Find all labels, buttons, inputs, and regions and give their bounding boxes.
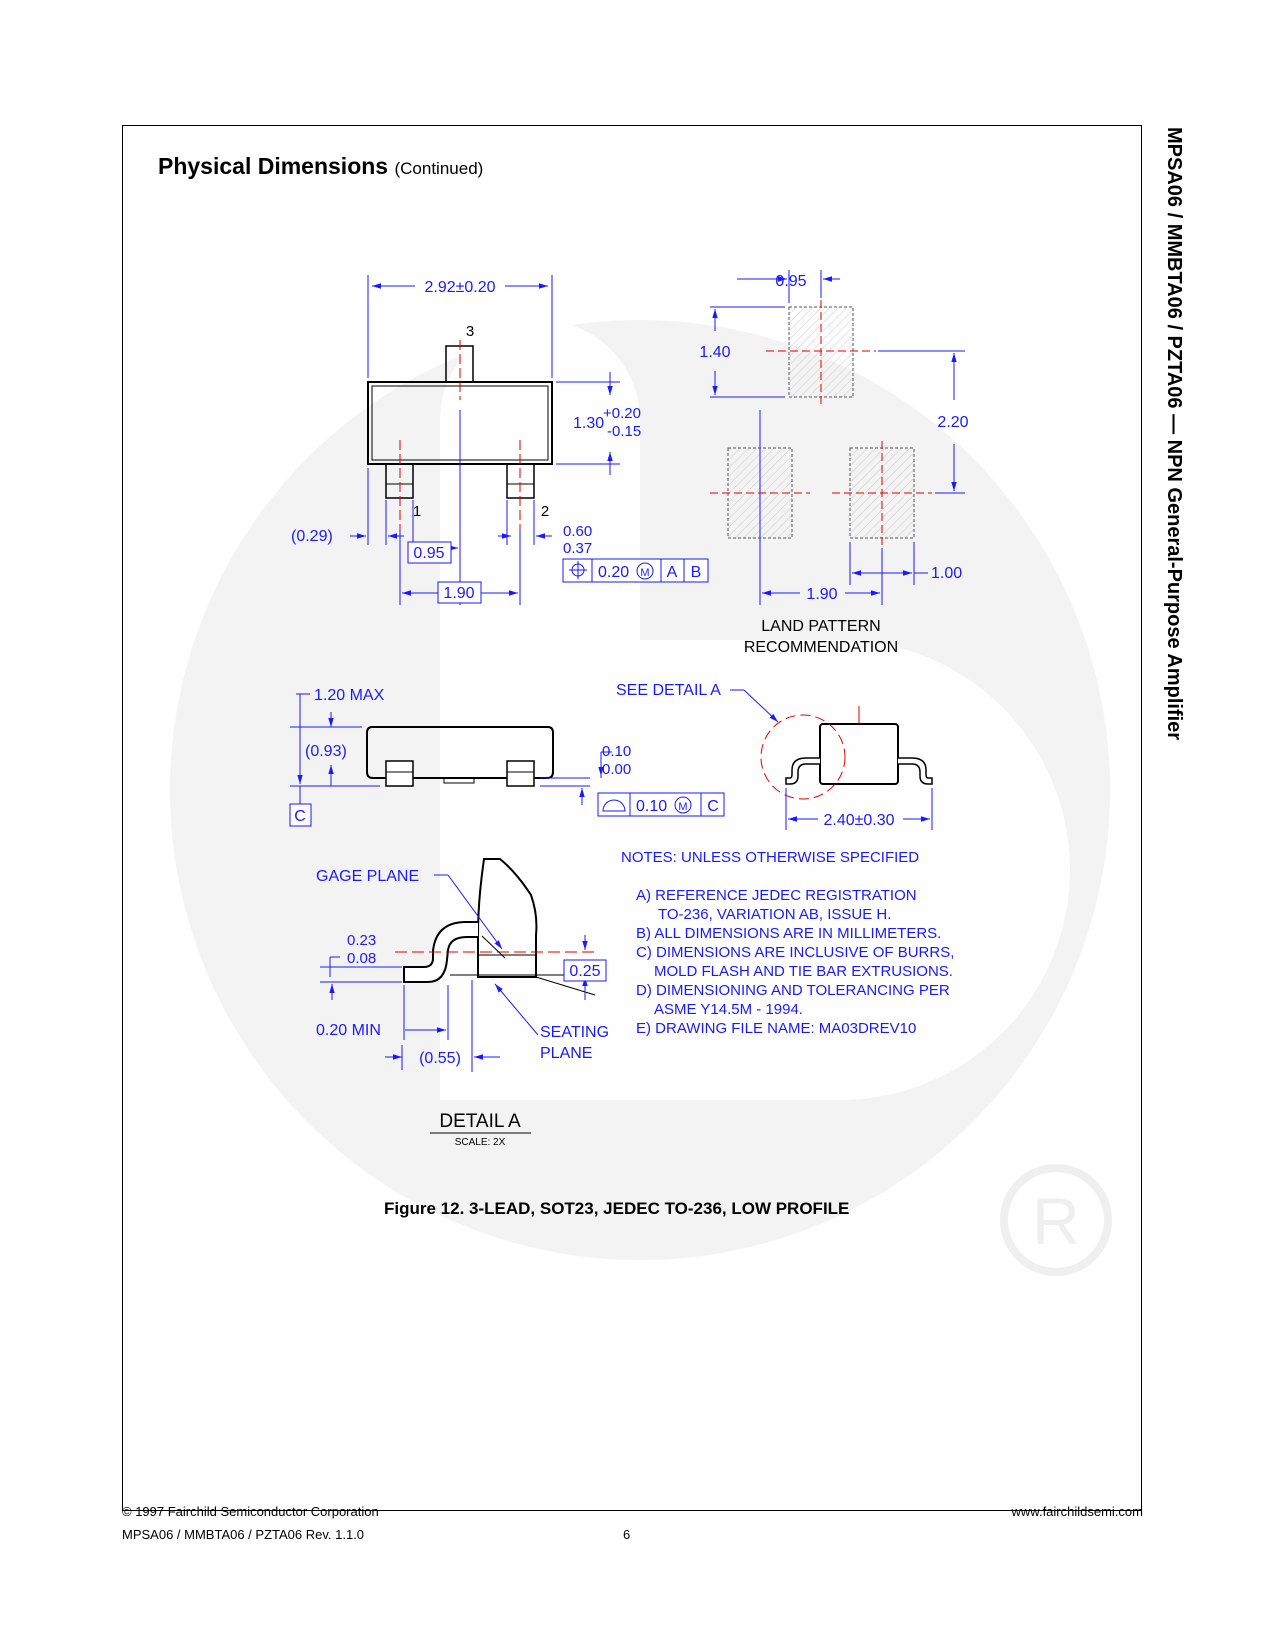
datum-c-box-label: C <box>294 808 306 825</box>
figure-caption: Figure 12. 3-LEAD, SOT23, JEDEC TO-236, LOW PROFILE <box>384 1199 850 1218</box>
seating-plane-label-1: SEATING <box>540 1024 610 1041</box>
body-width-dim: 2.92±0.20 <box>424 279 496 296</box>
footer-website[interactable]: www.fairchildsemi.com <box>1011 1504 1143 1519</box>
note-line: ASME Y14.5M - 1994. <box>654 1001 803 1018</box>
foot-length-dim: 0.20 MIN <box>316 1022 381 1039</box>
position-tolerance: 0.20 <box>598 564 630 581</box>
lead-thickness-max: 0.23 <box>347 932 377 949</box>
body-height-ref-dim: (0.93) <box>305 743 347 760</box>
datum-c-ref: C <box>707 798 719 815</box>
land-pattern-label-2: RECOMMENDATION <box>743 639 899 656</box>
lead-width-max: 0.60 <box>563 523 593 540</box>
max-height-dim: 1.20 MAX <box>314 687 385 704</box>
footer-copyright: © 1997 Fairchild Semiconductor Corporation <box>122 1504 379 1519</box>
pad-width-bottom-dim: 1.00 <box>931 565 963 582</box>
section-title: Physical Dimensions <box>158 153 389 179</box>
note-line: A) REFERENCE JEDEC REGISTRATION <box>636 887 917 904</box>
modifier-m-side: M <box>678 801 688 813</box>
note-line: TO-236, VARIATION AB, ISSUE H. <box>658 906 892 923</box>
pad-height-dim: 1.40 <box>699 344 731 361</box>
seating-plane-label-2: PLANE <box>540 1045 593 1062</box>
note-line: D) DIMENSIONING AND TOLERANCING PER <box>636 982 950 999</box>
footer-page-number: 6 <box>623 1527 631 1542</box>
note-line: E) DRAWING FILE NAME: MA03DREV10 <box>636 1020 917 1037</box>
modifier-m-top: M <box>640 567 650 579</box>
note-line: B) ALL DIMENSIONS ARE IN MILLIMETERS. <box>636 925 942 942</box>
land-pattern-label-1: LAND PATTERN <box>761 618 881 635</box>
lead-width-min: 0.37 <box>563 540 593 557</box>
standoff-min: 0.00 <box>602 761 632 778</box>
note-line: MOLD FLASH AND TIE BAR EXTRUSIONS. <box>654 963 953 980</box>
pitch-dim: 0.95 <box>413 545 445 562</box>
body-height-tol-minus: -0.15 <box>607 423 642 440</box>
profile-tolerance: 0.10 <box>636 798 668 815</box>
pin-3-label: 3 <box>465 323 475 340</box>
datum-a-ref: A <box>666 564 678 581</box>
standoff-max: 0.10 <box>602 743 632 760</box>
svg-text:R: R <box>1032 1184 1080 1258</box>
see-detail-label: SEE DETAIL A <box>616 682 721 699</box>
lead-thickness-min: 0.08 <box>347 950 377 967</box>
datum-b-ref: B <box>690 564 702 581</box>
footer-part-rev: MPSA06 / MMBTA06 / PZTA06 Rev. 1.1.0 <box>122 1527 365 1542</box>
gage-plane-label: GAGE PLANE <box>316 868 420 885</box>
foot-ref-dim: (0.55) <box>419 1050 461 1067</box>
overall-width-dim: 2.40±0.30 <box>823 812 895 829</box>
body-height-dim: 1.30 <box>573 415 605 432</box>
notes-title: NOTES: UNLESS OTHERWISE SPECIFIED <box>621 849 920 866</box>
sidebar-title-text: MPSA06 / MMBTA06 / PZTA06 — NPN General-Purpose Amplifier <box>1163 127 1185 741</box>
pin-2-label: 2 <box>540 503 550 520</box>
continued-label: (Continued) <box>394 159 484 178</box>
body-height-tol-plus: +0.20 <box>603 405 641 422</box>
gage-height-dim: 0.25 <box>569 963 601 980</box>
span-dim: 1.90 <box>443 585 475 602</box>
detail-scale: SCALE: 2X <box>454 1137 506 1148</box>
note-line: C) DIMENSIONS ARE INCLUSIVE OF BURRS, <box>636 944 955 961</box>
pad-spacing-dim: 1.90 <box>806 586 838 603</box>
pad-width-dim: 0.95 <box>775 273 807 290</box>
row-spacing-dim: 2.20 <box>937 414 969 431</box>
detail-title: DETAIL A <box>439 1111 521 1132</box>
lead-offset-dim: (0.29) <box>291 528 333 545</box>
pin-1-label: 1 <box>412 503 422 520</box>
